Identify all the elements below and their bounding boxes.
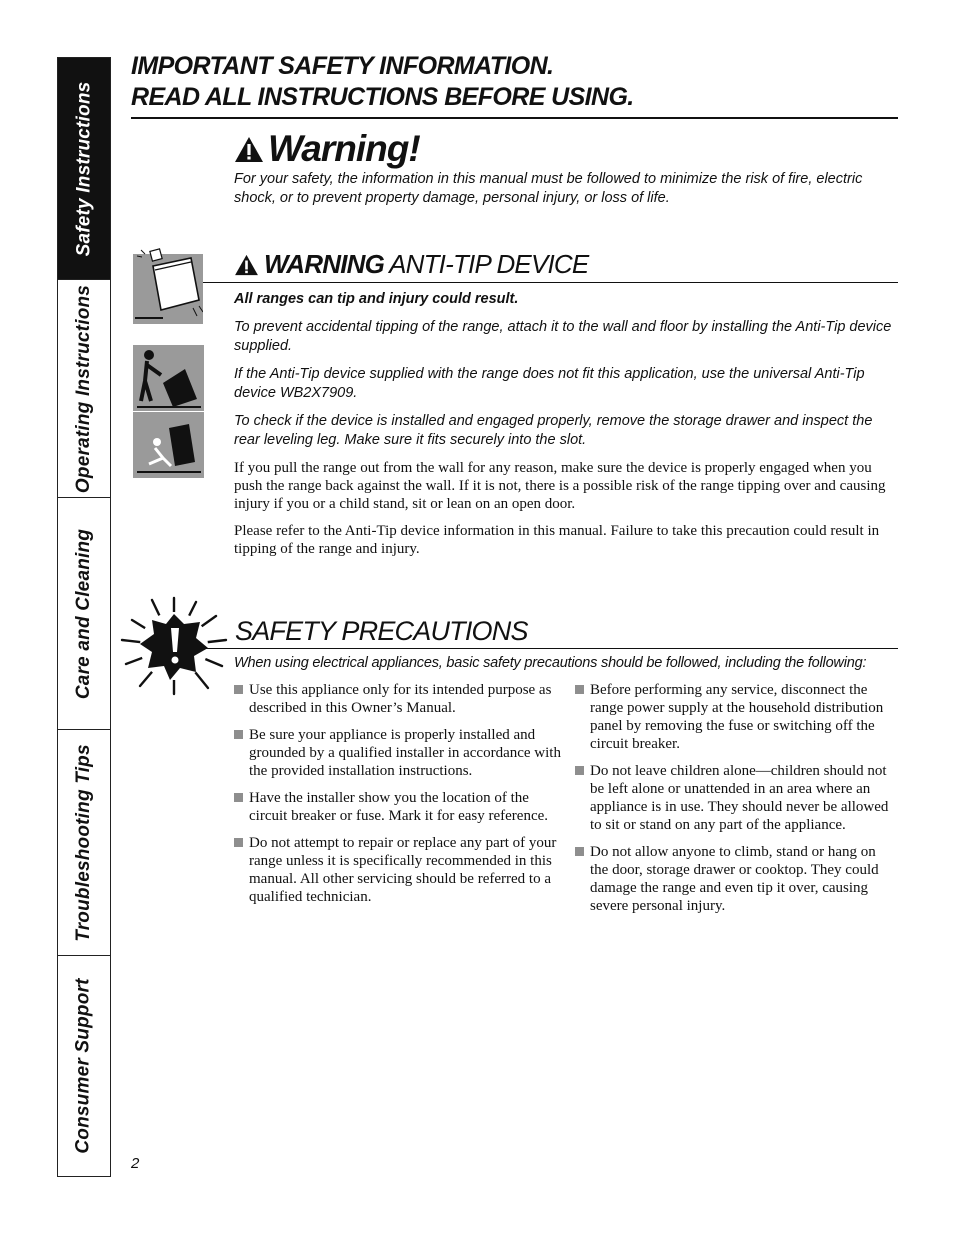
anti-tip-paragraph-1: To prevent accidental tipping of the range, attach it to the wall and floor by installing the Anti-Tip device supplied.: [234, 319, 892, 354]
header-line-1: IMPORTANT SAFETY INFORMATION.: [131, 52, 554, 80]
anti-tip-heading-warning: WARNING: [264, 249, 385, 279]
safety-precautions-divider: [205, 648, 898, 649]
bullet-square-icon: [575, 766, 584, 775]
range-tipping-illustration: [133, 248, 203, 324]
warning-triangle-icon: [234, 136, 264, 163]
header-line-2: READ ALL INSTRUCTIONS BEFORE USING.: [131, 83, 634, 111]
warning-intro: For your safety, the information in this manual must be followed to minimize the risk of fire, electric shock, or to prevent property damage, personal injury, or loss of life.: [234, 171, 863, 206]
anti-tip-divider: [203, 282, 898, 283]
list-item: Do not leave children alone—children should not be left alone or unattended in an area where an appliance is in use. They should never be allowed to sit or stand on any part of the appliance.: [575, 762, 897, 834]
child-tipping-range-icon: [133, 412, 204, 478]
bullet-square-icon: [575, 685, 584, 694]
list-item: Have the installer show you the location of the circuit breaker or fuse. Mark it for easy reference.: [234, 789, 564, 825]
bullet-square-icon: [234, 685, 243, 694]
list-item: Do not allow anyone to climb, stand or hang on the door, storage drawer or cooktop. They could damage the range and even tip it over, causing severe personal injury.: [575, 843, 897, 915]
header-divider: [131, 117, 898, 119]
list-item: Be sure your appliance is properly installed and grounded by a qualified installer in accordance with the provided installation instructions.: [234, 726, 564, 780]
bullet-square-icon: [234, 730, 243, 739]
bullet-square-icon: [234, 793, 243, 802]
anti-tip-paragraph-4: If you pull the range out from the wall for any reason, make sure the device is properly engaged when you push the range back against the wall. If it is not, there is a possible risk of the range tipping over and causing injury if you or a child stand, sit or lean on an open door.: [234, 460, 886, 512]
person-tipping-range-icon: [133, 345, 204, 411]
safety-precautions-intro: When using electrical appliances, basic safety precautions should be followed, including the following:: [234, 655, 867, 671]
tab-safety-instructions[interactable]: Safety Instructions: [58, 58, 110, 280]
page-number: 2: [131, 1155, 140, 1172]
list-item: Before performing any service, disconnect the range power supply at the household distribution panel by removing the fuse or switching off the circuit breaker.: [575, 681, 897, 753]
tab-consumer-support[interactable]: Consumer Support: [73, 978, 95, 1154]
list-item: Use this appliance only for its intended purpose as described in this Owner’s Manual.: [234, 681, 564, 717]
tab-operating-instructions[interactable]: Operating Instructions: [58, 280, 110, 498]
anti-tip-paragraph-5: Please refer to the Anti-Tip device information in this manual. Failure to take this precaution could result in tipping of the range and injury.: [234, 523, 880, 557]
anti-tip-heading-title: ANTI-TIP DEVICE: [389, 249, 589, 279]
section-tabs: [57, 57, 111, 1177]
page-header: [131, 51, 898, 113]
tab-troubleshooting-tips[interactable]: Troubleshooting Tips: [58, 730, 110, 956]
exclamation-burst-icon: [118, 594, 230, 698]
warning-triangle-icon: [234, 254, 259, 276]
anti-tip-heading: [234, 249, 588, 280]
anti-tip-paragraph-3: To check if the device is installed and engaged properly, remove the storage drawer and inspect the rear leveling leg. Make sure it fits securely into the slot.: [234, 413, 873, 448]
precautions-left-column: [234, 681, 564, 915]
tab-care-and-cleaning[interactable]: Care and Cleaning: [58, 498, 110, 730]
anti-tip-warning-bold: All ranges can tip and injury could result.: [234, 291, 519, 307]
bullet-square-icon: [575, 847, 584, 856]
bullet-square-icon: [234, 838, 243, 847]
list-item: Do not attempt to repair or replace any part of your range unless it is specifically recommended in this manual. All other servicing should be referred to a qualified technician.: [234, 834, 564, 906]
anti-tip-paragraph-2: If the Anti-Tip device supplied with the range does not fit this application, use the universal Anti-Tip device WB2X7909.: [234, 366, 865, 401]
warning-title: [234, 128, 420, 170]
safety-precautions-heading: SAFETY PRECAUTIONS: [235, 616, 528, 646]
precautions-right-column: [575, 681, 897, 924]
warning-title-text: Warning!: [268, 128, 420, 169]
